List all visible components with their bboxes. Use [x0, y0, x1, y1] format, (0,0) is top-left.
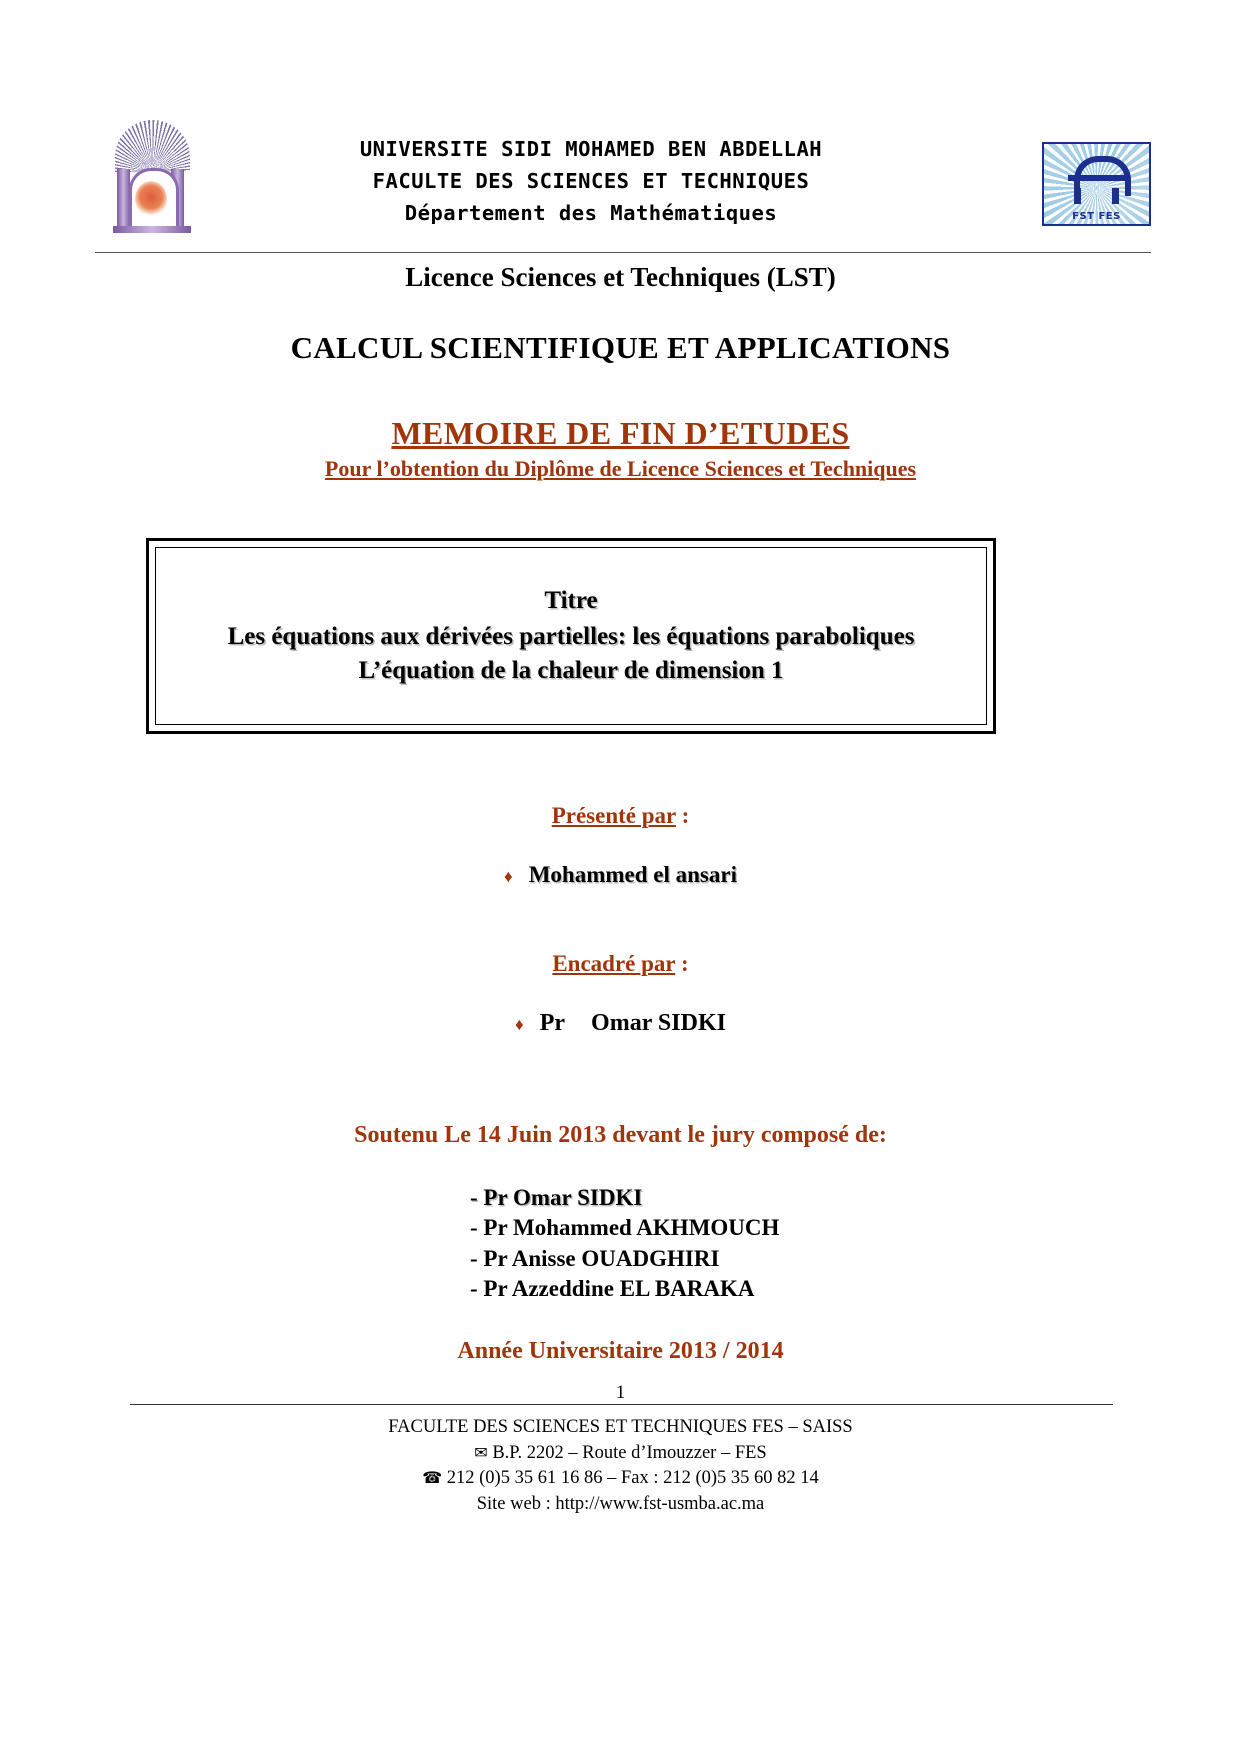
program-title: CALCUL SCIENTIFIQUE ET APPLICATIONS: [290, 330, 951, 365]
defense-line: Soutenu Le 14 Juin 2013 devant le jury composé de:: [354, 1122, 887, 1148]
mail-icon: ✉: [474, 1442, 488, 1462]
jury-list: [470, 1183, 779, 1304]
author-name: Mohammed el ansari: [528, 862, 737, 887]
presented-by-label-text: Présenté par: [551, 803, 676, 828]
university-crest-logo: [105, 120, 200, 235]
list-item: - Pr Azzeddine EL BARAKA: [470, 1276, 755, 1302]
academic-year: Année Universitaire 2013 / 2014: [457, 1338, 784, 1364]
supervisor-name: Omar SIDKI: [591, 1010, 726, 1036]
supervisor-row: [0, 1010, 1241, 1037]
footer-phone: 212 (0)5 35 61 16 86 – Fax : 212 (0)5 35 60 82 14: [442, 1468, 819, 1489]
footer-website: Site web : http://www.fst-usmba.ac.ma: [476, 1493, 765, 1514]
supervised-by-colon: :: [675, 951, 689, 976]
presented-by-label: [0, 803, 1241, 829]
department-name: Département des Mathématiques: [404, 200, 778, 225]
footer-divider: [130, 1404, 1113, 1405]
author-row: [0, 862, 1241, 888]
document-footer: [0, 1415, 1241, 1517]
university-name: UNIVERSITE SIDI MOHAMED BEN ABDELLAH: [359, 137, 823, 161]
page-number: 1: [615, 1382, 626, 1403]
supervised-by-label: [0, 951, 1241, 977]
fst-fes-logo-text: FST FES: [1072, 211, 1121, 222]
fst-fes-logo: [1042, 142, 1151, 226]
bullet-diamond-icon: ♦: [504, 867, 513, 886]
footer-line-3: [0, 1466, 1241, 1492]
header-divider: [95, 252, 1151, 253]
footer-line-2: [0, 1441, 1241, 1467]
faculty-name: FACULTE DES SCIENCES ET TECHNIQUES: [372, 168, 810, 193]
list-item: - Pr Anisse OUADGHIRI: [470, 1245, 720, 1271]
university-heading: [200, 120, 1042, 229]
list-item: - Pr Mohammed AKHMOUCH: [470, 1215, 780, 1241]
phone-icon: ☎: [422, 1468, 443, 1488]
document-header: [105, 120, 1151, 240]
diploma-line: Licence Sciences et Techniques (LST): [405, 262, 836, 292]
supervisor-title: Pr: [539, 1010, 566, 1036]
thesis-title-line2: L’équation de la chaleur de dimension 1: [358, 656, 784, 684]
thesis-title-box: [146, 538, 996, 734]
footer-line-1: FACULTE DES SCIENCES ET TECHNIQUES FES – SAISS: [388, 1417, 853, 1437]
footer-address: B.P. 2202 – Route d’Imouzzer – FES: [487, 1442, 767, 1463]
memoire-title: MEMOIRE DE FIN D’ETUDES: [391, 415, 850, 451]
thesis-title-line1: Les équations aux dérivées partielles: les équations paraboliques: [227, 623, 915, 651]
thesis-title-label: Titre: [544, 587, 598, 615]
presented-by-colon: :: [675, 803, 690, 828]
supervised-by-label-text: Encadré par: [552, 951, 676, 976]
bullet-diamond-icon: ♦: [515, 1015, 524, 1034]
list-item: - Pr Omar SIDKI: [470, 1185, 643, 1210]
memoire-subtitle: Pour l’obtention du Diplôme de Licence Sciences et Techniques: [324, 456, 917, 481]
